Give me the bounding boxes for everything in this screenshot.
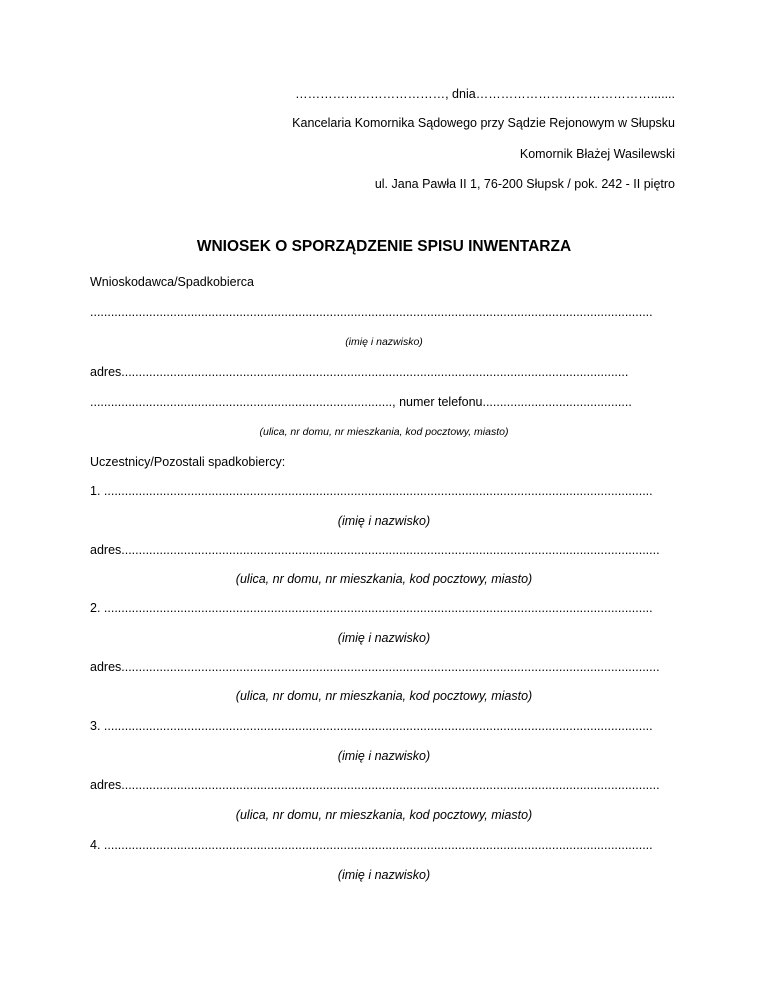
participant-1-name-field[interactable]: 1. ..............................................................................................................................................................	[90, 484, 653, 498]
participant-3-name-hint: (imię i nazwisko)	[337, 749, 431, 763]
participant-1-name-hint: (imię i nazwisko)	[337, 514, 431, 528]
applicant-address-field[interactable]: adres..................................................................................................................................................	[90, 365, 629, 379]
participants-label: Uczestnicy/Pozostali spadkobiercy:	[90, 455, 286, 469]
applicant-address-phone-field[interactable]: ......................................................................................., numer telefonu...........................................	[90, 395, 632, 409]
applicant-name-field[interactable]: ..................................................................................................................................................................	[90, 305, 653, 319]
document-title: WNIOSEK O SPORZĄDZENIE SPISU INWENTARZA	[196, 238, 572, 255]
office-name: Kancelaria Komornika Sądowego przy Sądzie Rejonowym w Słupsku	[292, 116, 675, 130]
participant-2-address-hint: (ulica, nr domu, nr mieszkania, kod pocztowy, miasto)	[235, 689, 533, 703]
participant-1-address-field[interactable]: adres...........................................................................................................................................................	[90, 543, 660, 557]
place-date-line[interactable]: ………………………………, dnia…………………………………….......	[295, 87, 675, 101]
applicant-address-hint: (ulica, nr domu, nr mieszkania, kod pocztowy, miasto)	[259, 426, 509, 438]
participant-1-address-hint: (ulica, nr domu, nr mieszkania, kod pocztowy, miasto)	[235, 572, 533, 586]
participant-4-name-field[interactable]: 4. ..............................................................................................................................................................	[90, 838, 653, 852]
participant-2-address-field[interactable]: adres...........................................................................................................................................................	[90, 660, 660, 674]
applicant-name-hint: (imię i nazwisko)	[345, 336, 423, 348]
participant-4-name-hint: (imię i nazwisko)	[337, 868, 431, 882]
participant-2-name-field[interactable]: 2. ..............................................................................................................................................................	[90, 601, 653, 615]
participant-3-address-field[interactable]: adres...........................................................................................................................................................	[90, 778, 660, 792]
office-address: ul. Jana Pawła II 1, 76-200 Słupsk / pok. 242 - II piętro	[374, 177, 675, 191]
applicant-label: Wnioskodawca/Spadkobierca	[90, 275, 254, 289]
participant-3-name-field[interactable]: 3. ..............................................................................................................................................................	[90, 719, 653, 733]
participant-2-name-hint: (imię i nazwisko)	[337, 631, 431, 645]
bailiff-name: Komornik Błażej Wasilewski	[519, 147, 675, 161]
participant-3-address-hint: (ulica, nr domu, nr mieszkania, kod pocztowy, miasto)	[235, 808, 533, 822]
